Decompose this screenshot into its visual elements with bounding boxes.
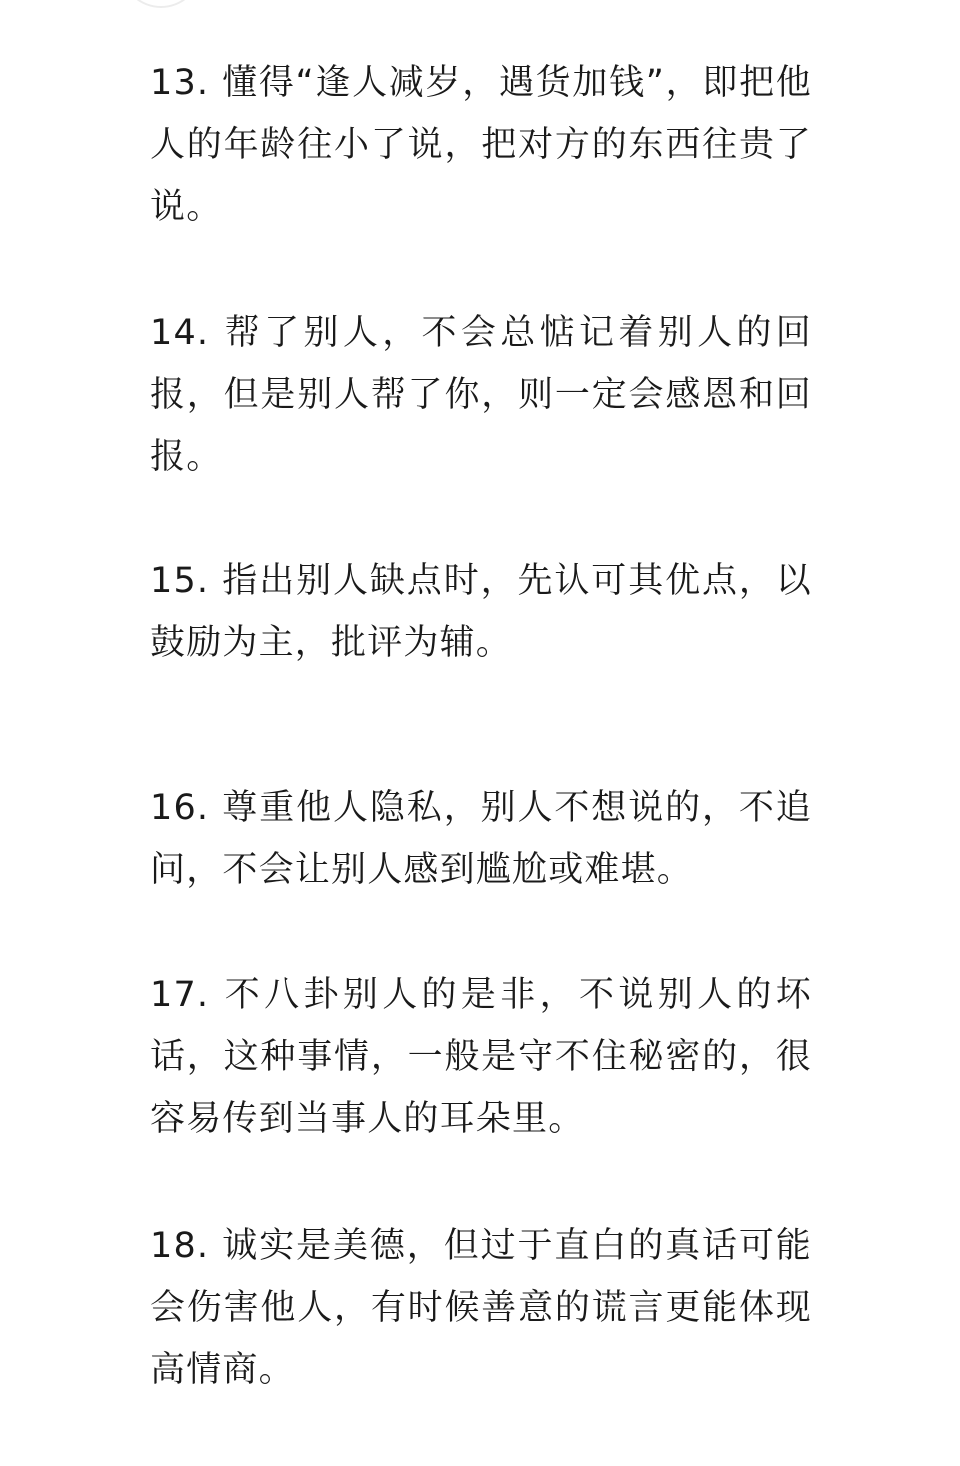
avatar[interactable] (122, 0, 200, 8)
paragraph-13: 13. 懂得“逢人减岁，遇货加钱”，即把他人的年龄往小了说，把对方的东西往贵了说。 (150, 63, 812, 227)
paragraph-15: 15. 指出别人缺点时，先认可其优点，以鼓励为主，批评为辅。 (150, 561, 812, 663)
paragraph-17: 17. 不八卦别人的是非，不说别人的坏话，这种事情，一般是守不住秘密的，很容易传到当事人的耳朵里。 (150, 975, 812, 1139)
paragraph-14: 14. 帮了别人，不会总惦记着别人的回报，但是别人帮了你，则一定会感恩和回报。 (150, 313, 812, 477)
paragraph-16: 16. 尊重他人隐私，别人不想说的，不追问，不会让别人感到尴尬或难堪。 (150, 788, 812, 890)
paragraph-18: 18. 诚实是美德，但过于直白的真话可能会伤害他人，有时候善意的谎言更能体现高情商。 (150, 1226, 812, 1390)
